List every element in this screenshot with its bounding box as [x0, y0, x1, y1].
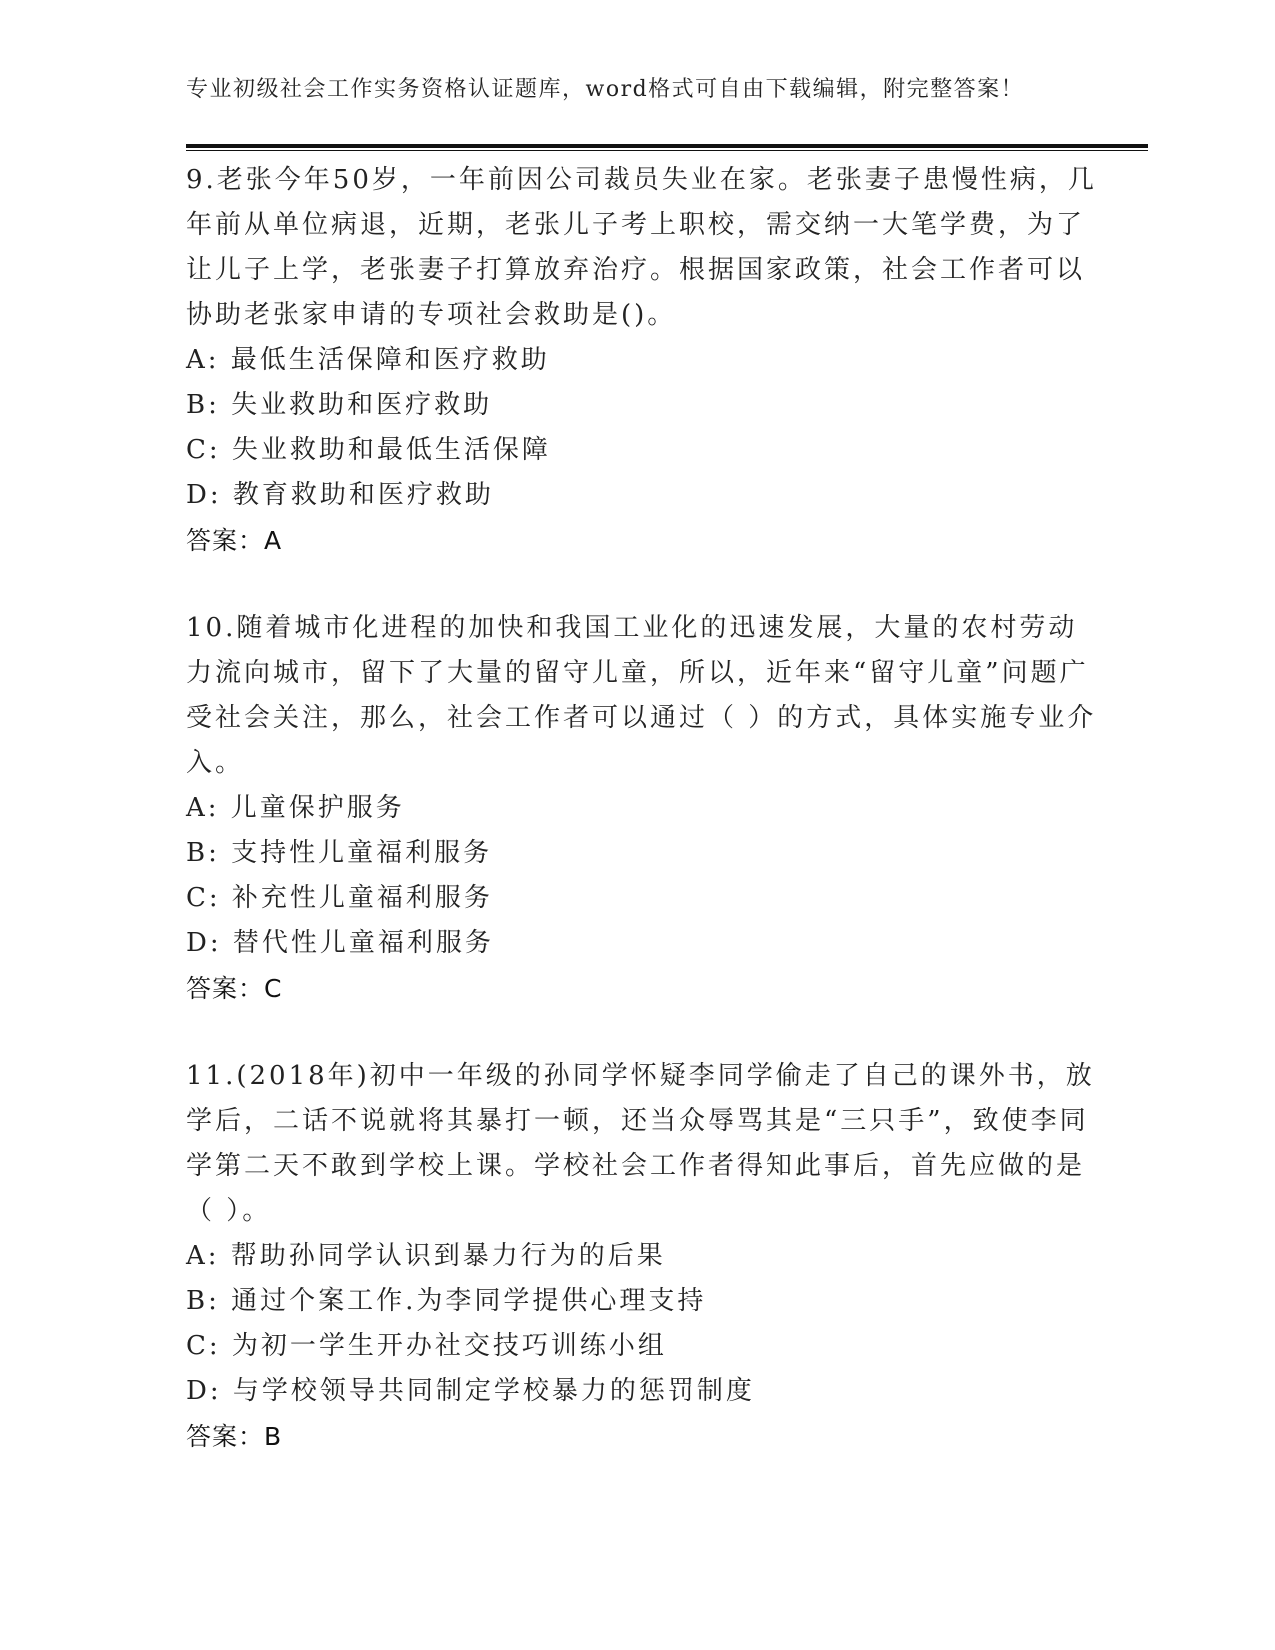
page-header: 专业初级社会工作实务资格认证题库，word格式可自由下载编辑，附完整答案！	[186, 77, 1025, 102]
answer-label: 答案：A	[186, 526, 283, 555]
option-a: A: 最低生活保障和医疗救助	[186, 345, 550, 375]
question-11	[186, 1054, 1106, 1459]
option-d: D: 替代性儿童福利服务	[186, 928, 494, 958]
header-divider	[186, 144, 1148, 151]
option-b: B: 支持性儿童福利服务	[186, 838, 493, 868]
option-d: D: 与学校领导共同制定学校暴力的惩罚制度	[186, 1376, 755, 1406]
question-stem: 10.随着城市化进程的加快和我国工业化的迅速发展，大量的农村劳动力流向城市，留下了大量的留守儿童，所以，近年来“留守儿童”问题广受社会关注，那么，社会工作者可以通过（ ）的方式，具体实施专业介入。	[186, 613, 1097, 778]
option-b: B: 失业救助和医疗救助	[186, 390, 493, 420]
question-list	[186, 158, 1106, 1459]
answer-label: 答案：B	[186, 1422, 283, 1451]
option-c: C: 为初一学生开办社交技巧训练小组	[186, 1331, 667, 1361]
answer-label: 答案：C	[186, 974, 283, 1003]
option-a: A: 儿童保护服务	[186, 793, 405, 823]
question-spacer	[186, 563, 1106, 606]
question-9	[186, 158, 1106, 563]
question-10	[186, 606, 1106, 1011]
question-stem: 11.(2018年)初中一年级的孙同学怀疑李同学偷走了自己的课外书，放学后，二话不说就将其暴打一顿，还当众辱骂其是“三只手”，致使李同学第二天不敢到学校上课。学校社会工作者得知此事后，首先应做的是（ ）。	[186, 1061, 1095, 1226]
question-stem: 9.老张今年50岁，一年前因公司裁员失业在家。老张妻子患慢性病，几年前从单位病退，近期，老张儿子考上职校，需交纳一大笔学费，为了让儿子上学，老张妻子打算放弃治疗。根据国家政策，社会工作者可以协助老张家申请的专项社会救助是()。	[186, 165, 1097, 330]
question-spacer	[186, 1011, 1106, 1054]
option-c: C: 补充性儿童福利服务	[186, 883, 493, 913]
option-d: D: 教育救助和医疗救助	[186, 480, 494, 510]
option-c: C: 失业救助和最低生活保障	[186, 435, 551, 465]
option-b: B: 通过个案工作.为李同学提供心理支持	[186, 1286, 707, 1316]
option-a: A: 帮助孙同学认识到暴力行为的后果	[186, 1241, 666, 1271]
